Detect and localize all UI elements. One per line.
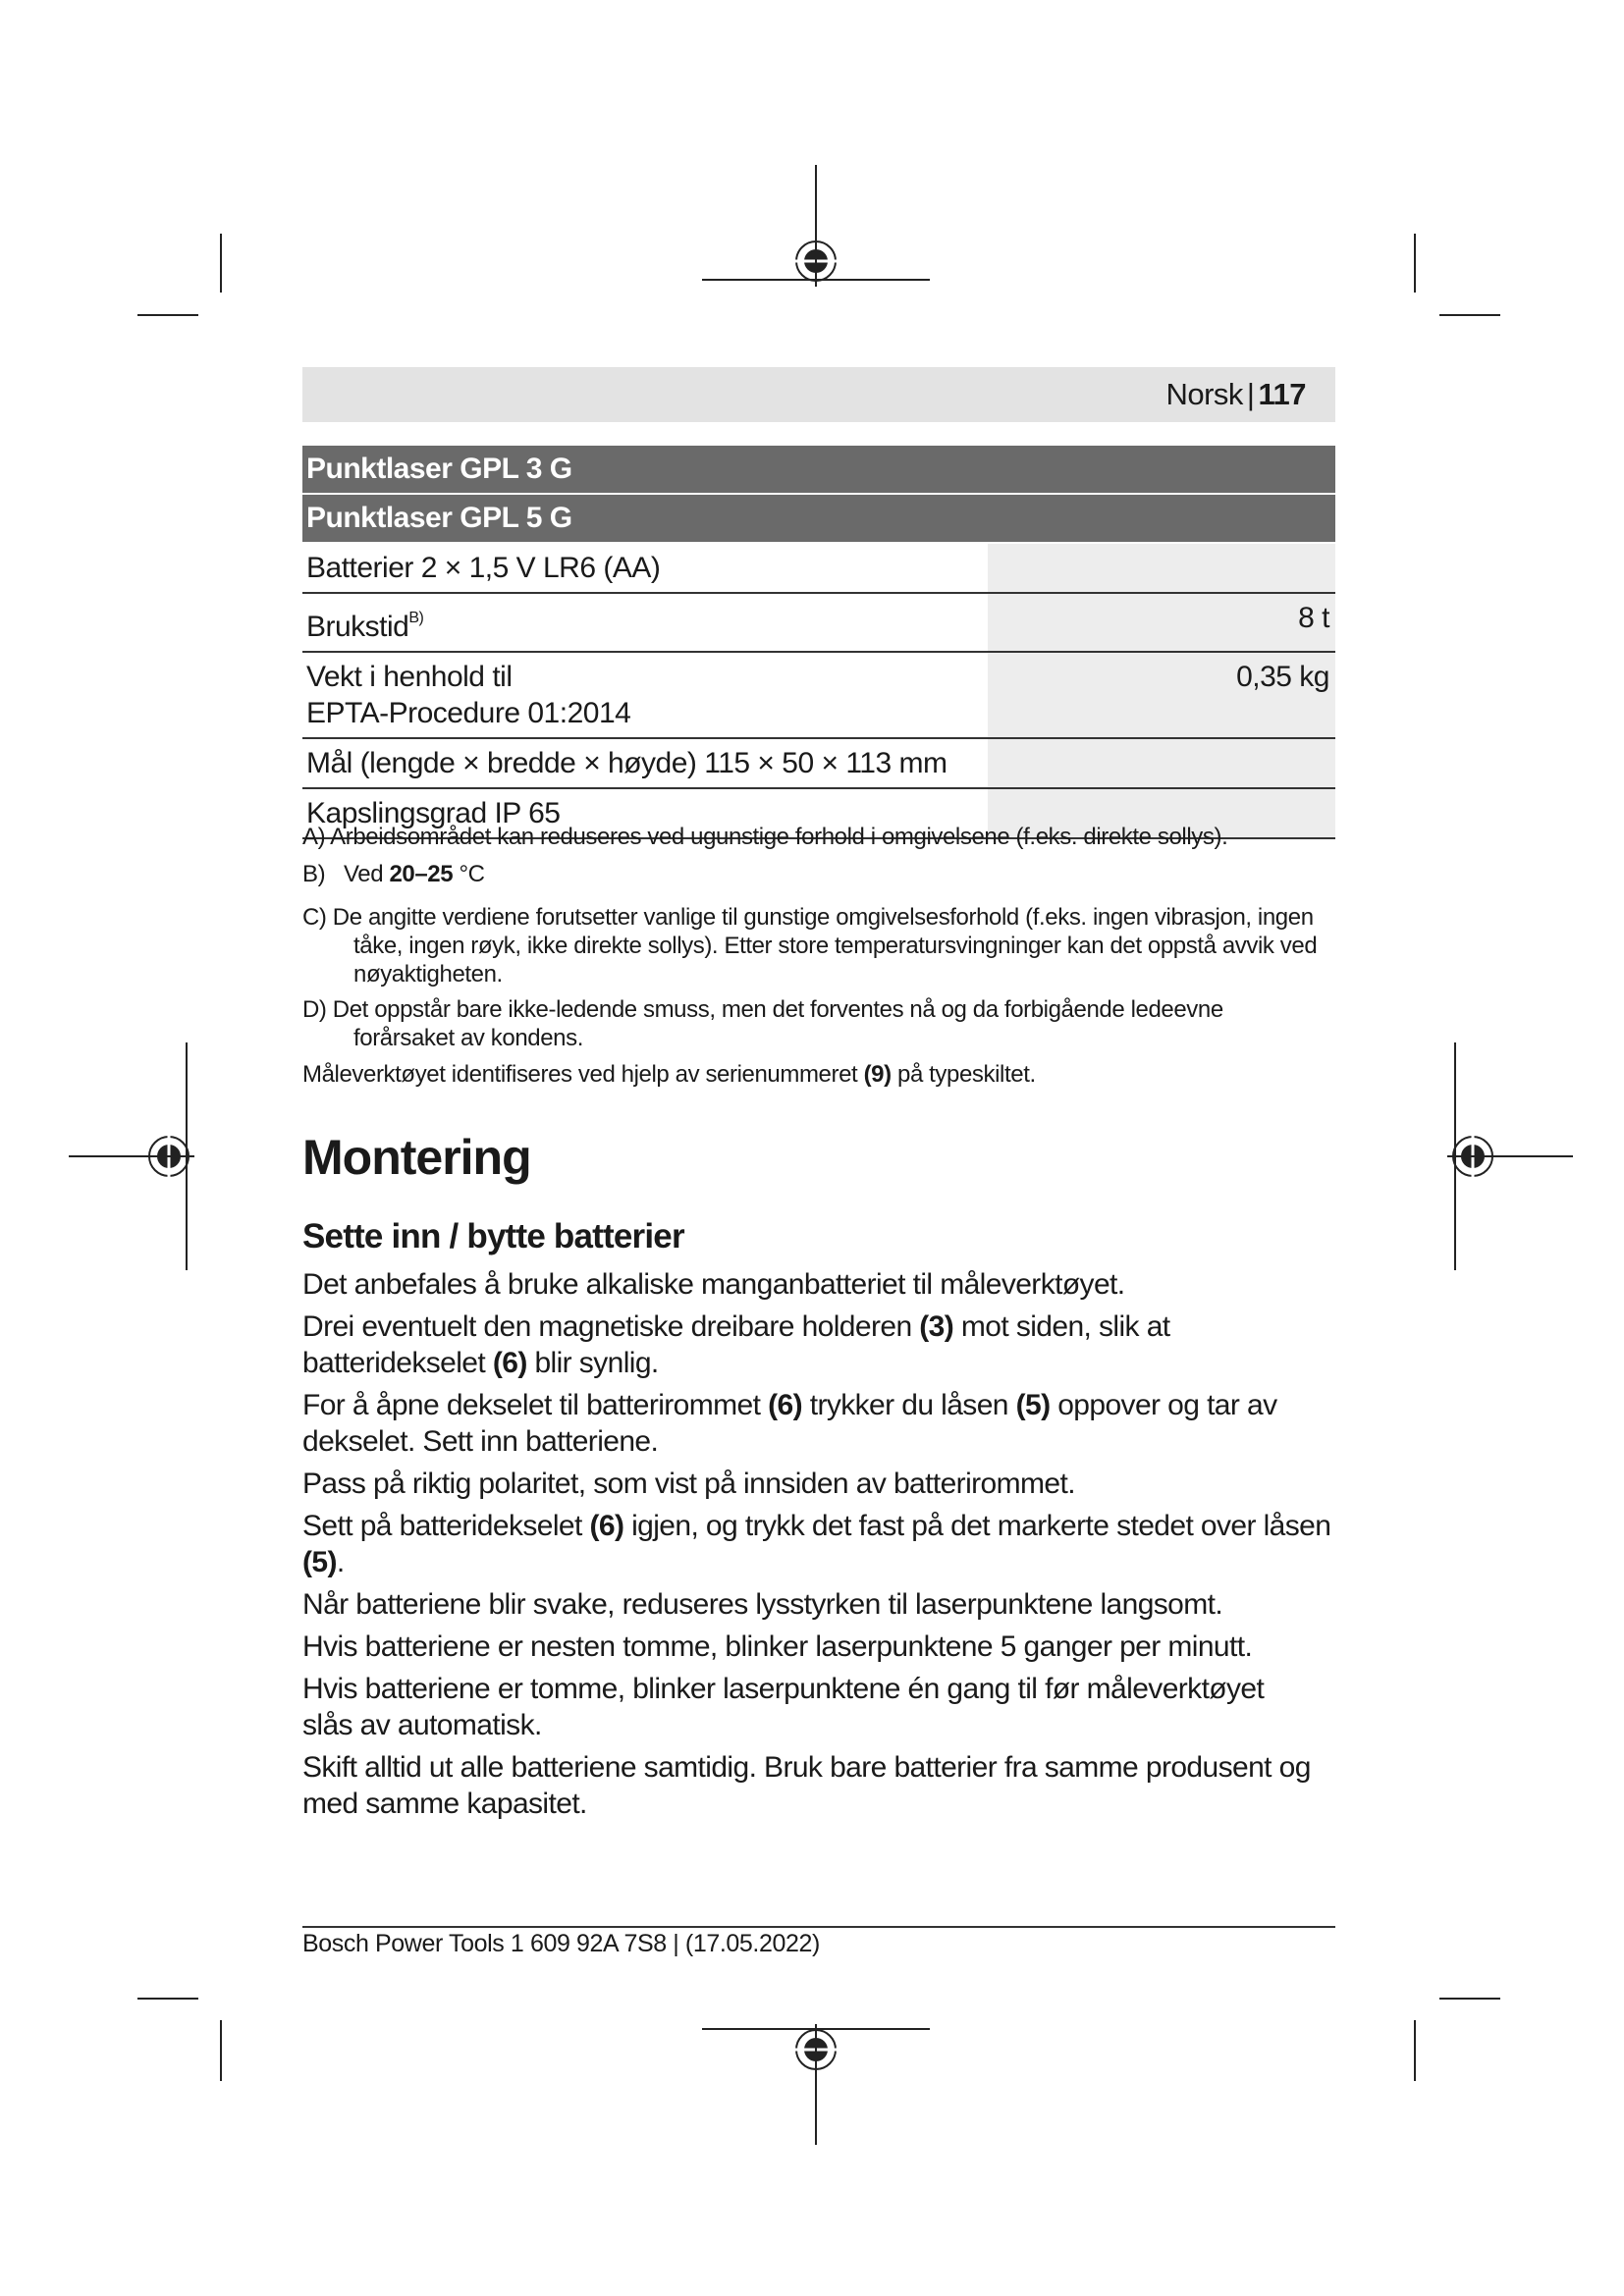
footer-divider bbox=[302, 1926, 1335, 1928]
identification-note bbox=[302, 1060, 1335, 1089]
spec-label-text: Brukstid bbox=[306, 611, 409, 643]
spec-row bbox=[302, 653, 1335, 739]
footnote-ref: B) bbox=[408, 610, 424, 626]
paragraph: Hvis batteriene er nesten tomme, blinker laserpunktene 5 ganger per minutt. bbox=[302, 1630, 1253, 1663]
spec-row bbox=[302, 544, 1335, 594]
paragraph: Når batteriene blir svake, reduseres lysstyrken til laserpunktene langsomt. bbox=[302, 1588, 1223, 1621]
text-run: blir synlig. bbox=[526, 1347, 659, 1379]
crop-mark bbox=[220, 2020, 222, 2081]
text-run: oppover og tar av dekselet. Sett inn batteriene. bbox=[302, 1389, 1277, 1458]
model-row: Punktlaser GPL 5 G bbox=[302, 495, 1335, 544]
crop-mark bbox=[1414, 2020, 1416, 2081]
text-run: mot siden, slik at batteridekselet bbox=[302, 1310, 1170, 1379]
spec-row bbox=[302, 594, 1335, 653]
footnote-b bbox=[302, 860, 1335, 888]
paragraph: Skift alltid ut alle batteriene samtidig. Bruk bare batterier fra samme produsent og med samme kapasitet. bbox=[302, 1751, 1311, 1820]
spec-value: 0,35 kg bbox=[988, 653, 1335, 737]
footnote-a: A) Arbeidsområdet kan reduseres ved ugunstige forhold i omgivelsene (f.eks. direkte sollys). bbox=[302, 824, 1228, 850]
header-language: Norsk bbox=[1165, 377, 1243, 411]
paragraph bbox=[302, 1387, 1343, 1460]
model-row: Punktlaser GPL 3 G bbox=[302, 446, 1335, 495]
registration-mark-right-icon bbox=[1435, 1042, 1573, 1278]
ref-bold: (6) bbox=[492, 1347, 527, 1379]
ref-bold: (5) bbox=[1015, 1389, 1051, 1421]
paragraph: Det anbefales å bruke alkaliske manganbatteriet til måleverktøyet. bbox=[302, 1268, 1125, 1301]
header-separator: | bbox=[1246, 377, 1255, 411]
paragraph: Pass på riktig polaritet, som vist på innsiden av batterirommet. bbox=[302, 1468, 1075, 1500]
text-run: . bbox=[336, 1546, 345, 1578]
footnote-b-text: Ved bbox=[344, 861, 390, 887]
registration-mark-left-icon bbox=[69, 1042, 206, 1278]
footnote-b-prefix: B) bbox=[302, 861, 326, 887]
section-title: Montering bbox=[302, 1130, 531, 1185]
page-number: 117 bbox=[1258, 377, 1306, 411]
header-text bbox=[1165, 377, 1306, 412]
text-run: Drei eventuelt den magnetiske dreibare holderen bbox=[302, 1310, 920, 1343]
spec-label bbox=[302, 594, 988, 651]
spec-table bbox=[302, 446, 1335, 839]
footnote-b-unit: °C bbox=[453, 861, 485, 887]
body-text bbox=[302, 1266, 1343, 1828]
identification-text-end: på typeskiltet. bbox=[891, 1061, 1036, 1088]
crop-mark bbox=[1439, 314, 1500, 316]
spec-row bbox=[302, 739, 1335, 789]
crop-mark bbox=[137, 314, 198, 316]
text-run: igjen, og trykk det fast på det markerte stedet over låsen bbox=[623, 1510, 1331, 1542]
spec-label: Mål (lengde × bredde × høyde) 115 × 50 × 113 mm bbox=[306, 747, 947, 779]
footnote-d-wrap bbox=[302, 995, 1335, 1052]
text-run: For å åpne dekselet til batterirommet bbox=[302, 1389, 769, 1421]
text-run: trykker du låsen bbox=[801, 1389, 1016, 1421]
footer-text: Bosch Power Tools 1 609 92A 7S8 | (17.05.2022) bbox=[302, 1930, 820, 1957]
spec-label-line: EPTA-Procedure 01:2014 bbox=[306, 697, 631, 729]
paragraph bbox=[302, 1508, 1343, 1580]
ref-bold: (3) bbox=[919, 1310, 954, 1343]
crop-mark bbox=[137, 1998, 198, 2000]
page-header bbox=[302, 367, 1335, 422]
paragraph bbox=[302, 1308, 1186, 1381]
paragraph: Hvis batteriene er tomme, blinker laserpunktene én gang til før måleverktøyet slås av automatisk. bbox=[302, 1673, 1265, 1741]
registration-mark-bottom-icon bbox=[702, 2007, 938, 2150]
footnote-b-bold: 20–25 bbox=[389, 861, 454, 887]
text-run: Sett på batteridekselet bbox=[302, 1510, 590, 1542]
footnote-d: D) Det oppstår bare ikke-ledende smuss, men det forventes nå og da forbigående ledeevne forårsaket av kondens. bbox=[302, 996, 1223, 1051]
spec-value bbox=[988, 739, 1335, 787]
crop-mark bbox=[1414, 234, 1416, 293]
spec-value bbox=[988, 544, 1335, 592]
crop-mark bbox=[1439, 1998, 1500, 2000]
spec-label-line: Vekt i henhold til bbox=[306, 661, 513, 693]
footnote-c-wrap bbox=[302, 903, 1335, 988]
registration-mark-top-icon bbox=[702, 165, 938, 322]
footnote-c: C) De angitte verdiene forutsetter vanlige til gunstige omgivelsesforhold (f.eks. ingen vibrasjon, ingen tåke, ingen røyk, ikke direkte sollys). Etter store temperatursvingninger kan det oppstå avvik ved nøyaktigheten. bbox=[302, 904, 1318, 988]
identification-ref: (9) bbox=[863, 1061, 892, 1088]
ref-bold: (6) bbox=[589, 1510, 624, 1542]
spec-label: Kapslingsgrad IP 65 bbox=[306, 797, 561, 829]
spec-label: Batterier 2 × 1,5 V LR6 (AA) bbox=[306, 552, 661, 584]
ref-bold: (5) bbox=[302, 1546, 337, 1578]
spec-label bbox=[302, 653, 988, 737]
subsection-title: Sette inn / bytte batterier bbox=[302, 1217, 684, 1255]
crop-mark bbox=[220, 234, 222, 293]
ref-bold: (6) bbox=[768, 1389, 802, 1421]
identification-text: Måleverktøyet identifiseres ved hjelp av serienummeret bbox=[302, 1061, 864, 1088]
spec-value: 8 t bbox=[988, 594, 1335, 651]
